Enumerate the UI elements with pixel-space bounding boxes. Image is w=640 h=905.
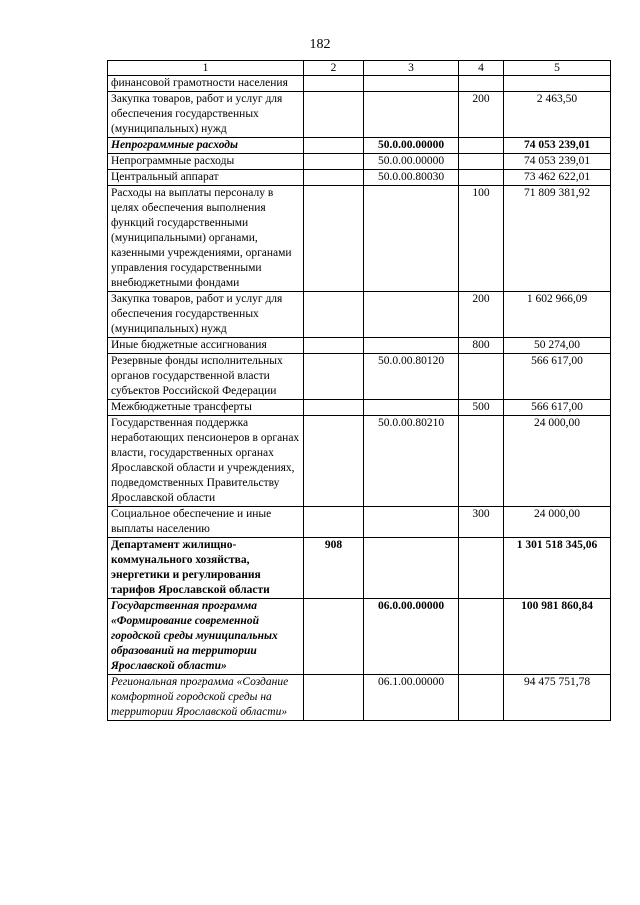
table-row (108, 400, 611, 416)
target-article-code: 06.0.00.00000 (364, 599, 459, 675)
amount: 24 000,00 (504, 507, 611, 538)
amount: 71 809 381,92 (504, 186, 611, 292)
table-row (108, 170, 611, 186)
target-article-code: 06.1.00.00000 (364, 675, 459, 721)
amount: 74 053 239,01 (504, 138, 611, 154)
item-name: Непрограммные расходы (108, 154, 304, 170)
amount: 94 475 751,78 (504, 675, 611, 721)
expense-type-code: 800 (459, 338, 504, 354)
expense-type-code (459, 675, 504, 721)
table-row (108, 416, 611, 507)
column-number: 1 (108, 61, 304, 76)
table-row (108, 675, 611, 721)
expense-type-code (459, 154, 504, 170)
department-code (304, 599, 364, 675)
target-article-code: 50.0.00.80120 (364, 354, 459, 400)
amount: 100 981 860,84 (504, 599, 611, 675)
item-name: Резервные фонды исполнительных органов государственной власти субъектов Российской Федерации (108, 354, 304, 400)
department-code (304, 92, 364, 138)
amount: 2 463,50 (504, 92, 611, 138)
amount: 73 462 622,01 (504, 170, 611, 186)
department-code (304, 675, 364, 721)
target-article-code (364, 538, 459, 599)
department-code: 908 (304, 538, 364, 599)
department-code (304, 292, 364, 338)
target-article-code (364, 338, 459, 354)
page-number: 182 (309, 37, 331, 52)
expense-type-code (459, 76, 504, 92)
department-code (304, 400, 364, 416)
amount: 1 301 518 345,06 (504, 538, 611, 599)
target-article-code (364, 507, 459, 538)
amount: 24 000,00 (504, 416, 611, 507)
expense-type-code (459, 170, 504, 186)
target-article-code (364, 186, 459, 292)
item-name: Закупка товаров, работ и услуг для обеспечения государственных (муниципальных) нужд (108, 292, 304, 338)
target-article-code: 50.0.00.80210 (364, 416, 459, 507)
target-article-code (364, 92, 459, 138)
table-row (108, 186, 611, 292)
item-name: Закупка товаров, работ и услуг для обеспечения государственных (муниципальных) нужд (108, 92, 304, 138)
department-code (304, 507, 364, 538)
column-number-row (108, 61, 611, 76)
department-code (304, 354, 364, 400)
target-article-code (364, 292, 459, 338)
item-name: Центральный аппарат (108, 170, 304, 186)
item-name: Непрограммные расходы (108, 138, 304, 154)
column-number: 4 (459, 61, 504, 76)
expense-type-code (459, 599, 504, 675)
table-row (108, 138, 611, 154)
amount: 50 274,00 (504, 338, 611, 354)
table-row (108, 507, 611, 538)
column-number: 2 (304, 61, 364, 76)
table-row (108, 292, 611, 338)
target-article-code: 50.0.00.00000 (364, 138, 459, 154)
amount: 566 617,00 (504, 354, 611, 400)
table-row (108, 354, 611, 400)
target-article-code: 50.0.00.00000 (364, 154, 459, 170)
table-row (108, 92, 611, 138)
expense-type-code (459, 538, 504, 599)
expense-type-code (459, 138, 504, 154)
item-name: Государственная программа «Формирование современной городской среды муниципальных образований на территории Ярославской области» (108, 599, 304, 675)
target-article-code: 50.0.00.80030 (364, 170, 459, 186)
department-code (304, 186, 364, 292)
column-number: 5 (504, 61, 611, 76)
item-name: финансовой грамотности населения (108, 76, 304, 92)
target-article-code (364, 76, 459, 92)
department-code (304, 76, 364, 92)
expense-type-code: 200 (459, 92, 504, 138)
amount (504, 76, 611, 92)
amount: 1 602 966,09 (504, 292, 611, 338)
table-row (108, 338, 611, 354)
table-row (108, 599, 611, 675)
expense-type-code: 500 (459, 400, 504, 416)
budget-table (107, 60, 611, 721)
item-name: Социальное обеспечение и иные выплаты населению (108, 507, 304, 538)
department-code (304, 338, 364, 354)
table-row (108, 154, 611, 170)
column-number: 3 (364, 61, 459, 76)
department-code (304, 416, 364, 507)
amount: 566 617,00 (504, 400, 611, 416)
expense-type-code: 200 (459, 292, 504, 338)
target-article-code (364, 400, 459, 416)
expense-type-code (459, 416, 504, 507)
table-row (108, 76, 611, 92)
item-name: Государственная поддержка неработающих пенсионеров в органах власти, государственных органах Ярославской области и учреждениях, подведомственных Правительству Ярославской области (108, 416, 304, 507)
item-name: Расходы на выплаты персоналу в целях обеспечения выполнения функций государственными (муниципальными) органами, казенными учреждениями, органами управления государственными внебюджетными фондами (108, 186, 304, 292)
expense-type-code: 300 (459, 507, 504, 538)
item-name: Региональная программа «Создание комфортной городской среды на территории Ярославской области» (108, 675, 304, 721)
item-name: Департамент жилищно-коммунального хозяйства, энергетики и регулирования тарифов Ярославской области (108, 538, 304, 599)
item-name: Иные бюджетные ассигнования (108, 338, 304, 354)
department-code (304, 154, 364, 170)
department-code (304, 138, 364, 154)
amount: 74 053 239,01 (504, 154, 611, 170)
expense-type-code: 100 (459, 186, 504, 292)
table-row (108, 538, 611, 599)
expense-type-code (459, 354, 504, 400)
department-code (304, 170, 364, 186)
item-name: Межбюджетные трансферты (108, 400, 304, 416)
